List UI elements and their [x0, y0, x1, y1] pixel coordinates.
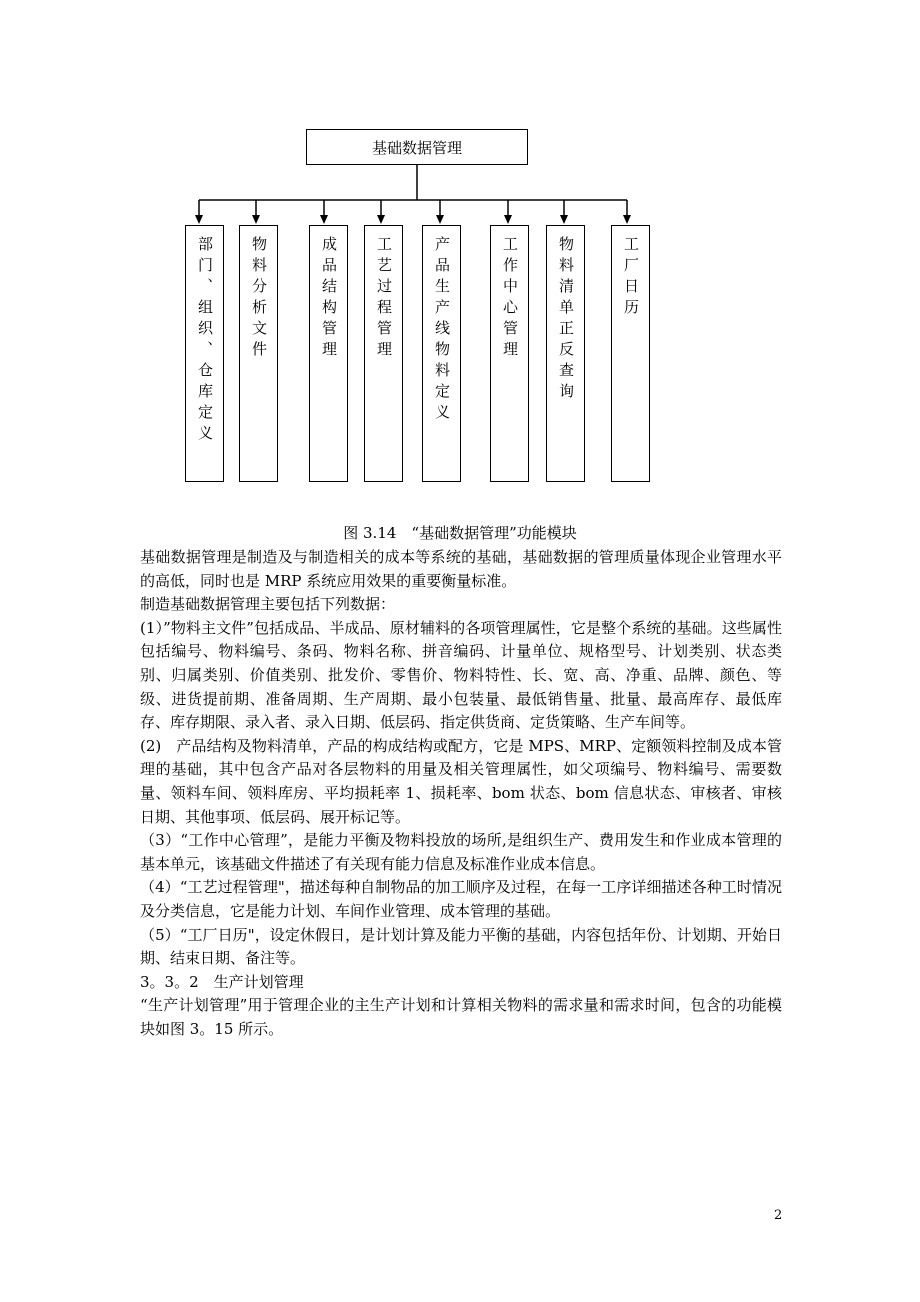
- paragraph: (1）”物料主文件”包括成品、半成品、原材辅料的各项管理属性，它是整个系统的基础。这些属性包括编号、物料编号、条码、物料名称、拼音编码、计量单位、规格型号、计划类别、状态类别、归属类别、价值类别、批发价、零售价、物料特性、长、宽、高、净重、品牌、颜色、等级、进货提前期、准备周期、生产周期、最小包装量、最低销售量、批量、最高库存、最低库存、库存期限、录入者、录入日期、低层码、指定供货商、定货策略、生产车间等。: [140, 618, 782, 732]
- child-node-label: 工厂日历: [622, 236, 640, 320]
- arrowhead-icon: [252, 215, 260, 224]
- child-node-production-line: [422, 225, 461, 482]
- child-node-label: 部门、组织、仓库定义: [196, 236, 214, 446]
- child-node-material-analysis: [239, 225, 278, 482]
- figure-caption: 图 3.14 “基础数据管理”功能模块: [343, 524, 577, 542]
- arrowhead-icon: [623, 215, 631, 224]
- arrowhead-icon: [195, 215, 203, 224]
- child-node-label: 产品生产线物料定义: [433, 236, 451, 425]
- arrowhead-icon: [504, 215, 512, 224]
- paragraph: （5）“工厂日历"，设定休假日，是计划计算及能力平衡的基础，内容包括年份、计划期、开始日期、结束日期、备注等。: [140, 925, 782, 968]
- function-module-diagram: [0, 0, 920, 520]
- paragraph: (2) 产品结构及物料清单，产品的构成结构或配方，它是 MPS、MRP、定额领料控制及成本管理的基础，其中包含产品对各层物料的用量及相关管理属性，如父项编号、物料编号、需要数量、领料车间、领料库房、平均损耗率 1、损耗率、bom 状态、bom 信息状态、审核者、审核日期、其他事项、低层码、展开标记等。: [140, 736, 782, 826]
- child-node-departments: [185, 225, 224, 482]
- paragraph: 基础数据管理是制造及与制造相关的成本等系统的基础，基础数据的管理质量体现企业管理水平的高低，同时也是 MRP 系统应用效果的重要衡量标准。: [140, 548, 782, 590]
- arrowhead-icon: [560, 215, 568, 224]
- child-node-label: 物料清单正反查询: [557, 236, 575, 404]
- paragraph: （3）“工作中心管理”，是能力平衡及物料投放的场所,是组织生产、费用发生和作业成本管理的基本单元，该基础文件描述了有关现有能力信息及标准作业成本信息。: [140, 831, 782, 873]
- paragraph: （4）“工艺过程管理"，描述每种自制物品的加工顺序及过程，在每一工序详细描述各种工时情况及分类信息，它是能力计划、车间作业管理、成本管理的基础。: [140, 878, 782, 920]
- child-node-label: 工艺过程管理: [375, 236, 393, 362]
- child-node-process: [364, 225, 403, 482]
- arrowhead-icon: [377, 215, 385, 224]
- child-node-label: 成品结构管理: [320, 236, 338, 362]
- child-node-label: 工作中心管理: [501, 236, 519, 362]
- child-node-bom-query: [546, 225, 585, 482]
- root-node-label: 基础数据管理: [371, 138, 462, 157]
- child-node-work-center: [490, 225, 529, 482]
- arrowhead-icon: [320, 215, 328, 224]
- root-node-box: [306, 129, 528, 165]
- paragraph: 制造基础数据管理主要包括下列数据：: [140, 595, 396, 614]
- section-heading: 3。3。2 生产计划管理: [140, 972, 304, 991]
- paragraph: “生产计划管理”用于管理企业的主生产计划和计算相关物料的需求量和需求时间，包含的功能模块如图 3。15 所示。: [140, 996, 782, 1038]
- child-node-product-structure: [309, 225, 348, 482]
- child-node-factory-calendar: [611, 225, 650, 482]
- body-text: [140, 546, 782, 1041]
- child-node-label: 物料分析文件: [250, 236, 268, 362]
- page-number: 2: [774, 1208, 783, 1223]
- arrowhead-icon: [436, 215, 444, 224]
